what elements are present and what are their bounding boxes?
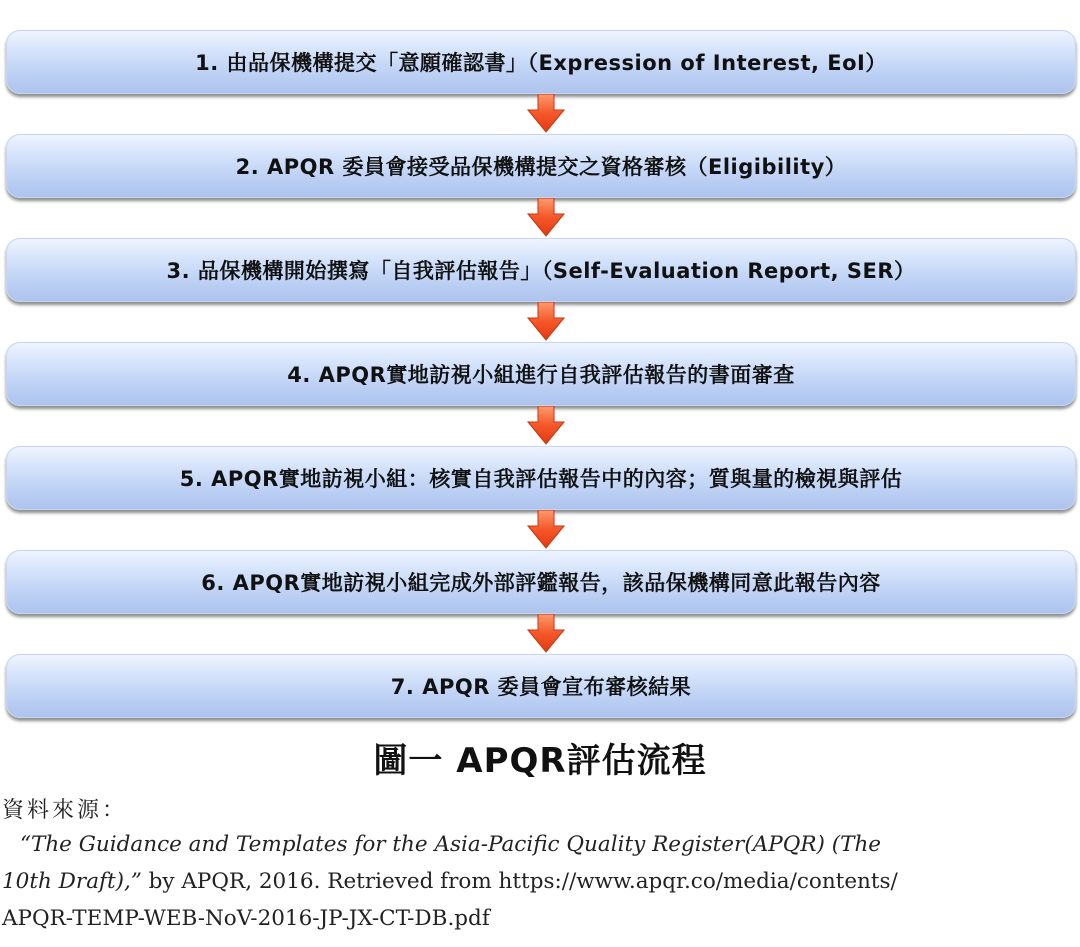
flow-step-4	[6, 342, 1076, 406]
down-arrow-icon	[526, 510, 566, 550]
flow-step-label: 6. APQR實地訪視小組完成外部評鑑報告，該品保機構同意此報告內容	[201, 571, 881, 595]
flow-step-label: 1. 由品保機構提交「意願確認書」（Expression of Interest, EoI）	[195, 51, 887, 75]
down-arrow-icon	[526, 94, 566, 134]
flow-step-label: 7. APQR 委員會宣布審核結果	[390, 675, 692, 699]
source-label: 資料來源：	[2, 798, 128, 823]
citation-line-1	[2, 826, 1072, 863]
flow-step-label: 4. APQR實地訪視小組進行自我評估報告的書面審查	[287, 363, 795, 387]
citation-line-3: APQR-TEMP-WEB-NoV-2016-JP-JX-CT-DB.pdf	[2, 906, 490, 931]
citation-title-part-2: 10th Draft),”	[2, 869, 142, 894]
flow-step-6	[6, 550, 1076, 614]
flow-step-label: 3. 品保機構開始撰寫「自我評估報告」（Self-Evaluation Report, SER）	[166, 259, 916, 283]
figure-caption: 圖一 APQR評估流程	[373, 741, 707, 781]
flow-step-3	[6, 238, 1076, 302]
flow-step-7	[6, 654, 1076, 718]
down-arrow-icon	[526, 614, 566, 654]
citation-publisher-url: by APQR, 2016. Retrieved from https://www.apqr.co/media/contents/	[141, 869, 898, 894]
citation-line-2	[2, 863, 1072, 900]
flow-step-label: 2. APQR 委員會接受品保機構提交之資格審核（Eligibility）	[235, 155, 847, 179]
source-citation	[2, 826, 1072, 937]
down-arrow-icon	[526, 406, 566, 446]
flow-step-label: 5. APQR實地訪視小組：核實自我評估報告中的內容；質與量的檢視與評估	[179, 467, 903, 491]
flow-step-5	[6, 446, 1076, 510]
flow-step-1	[6, 30, 1076, 94]
down-arrow-icon	[526, 198, 566, 238]
citation-title-part-1: “The Guidance and Templates for the Asia-Pacific Quality Register(APQR) (The	[20, 832, 882, 857]
flow-step-2	[6, 134, 1076, 198]
down-arrow-icon	[526, 302, 566, 342]
